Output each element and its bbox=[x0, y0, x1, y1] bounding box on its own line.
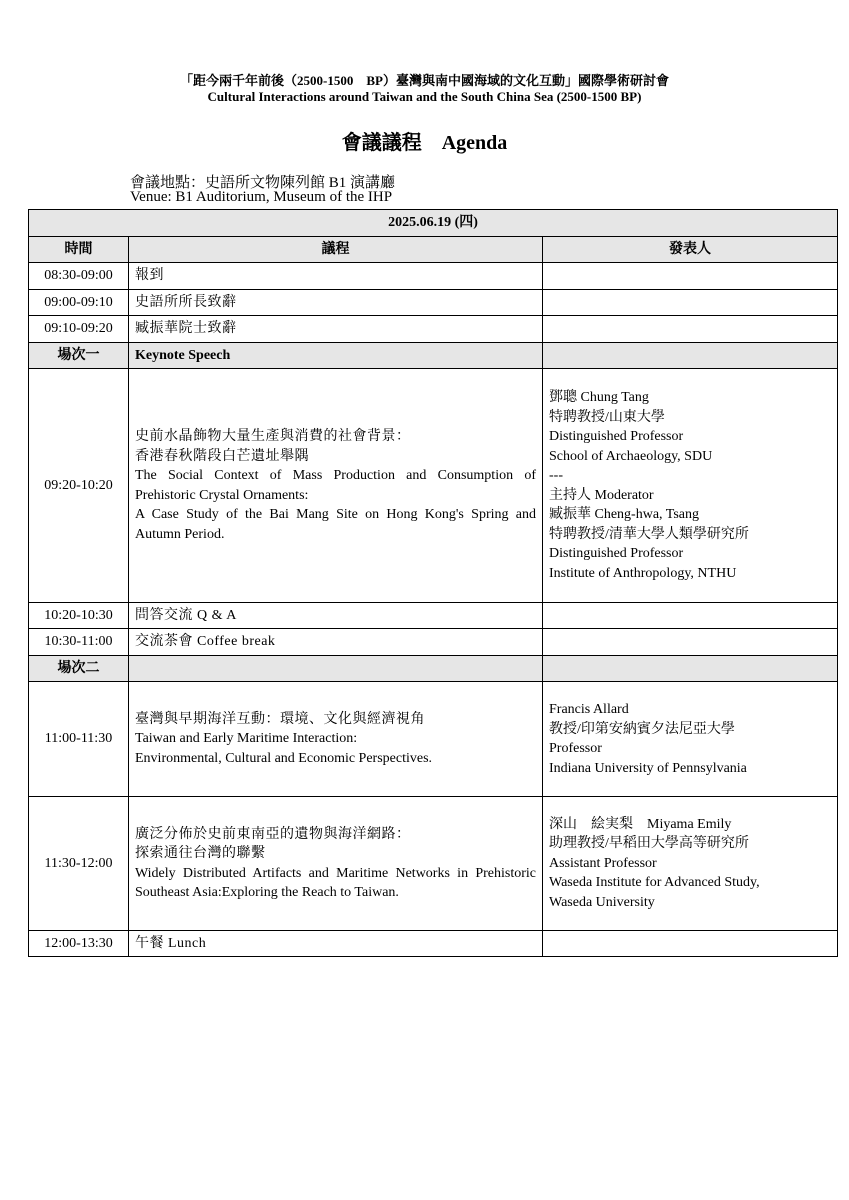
moderator-title-zh: 特聘教授/清華大學人類學研究所 bbox=[549, 526, 749, 542]
date-cell: 2025.06.19 (四) bbox=[29, 210, 838, 237]
time-cell: 11:30-12:00 bbox=[29, 797, 129, 931]
speaker-cell bbox=[543, 629, 838, 656]
speaker-cell bbox=[543, 931, 838, 957]
speaker-title-zh: 特聘教授/山東大學 bbox=[549, 409, 665, 425]
separator: --- bbox=[549, 468, 563, 483]
conference-title-en: Cultural Interactions around Taiwan and the South China Sea (2500-1500 BP) bbox=[207, 89, 642, 104]
agenda-cell: 史語所所長致辭 bbox=[129, 290, 543, 316]
venue-zh: 會議地點：史語所文物陳列館 B1 演講廳 bbox=[130, 175, 396, 191]
time-cell: 08:30-09:00 bbox=[29, 263, 129, 290]
table-row bbox=[29, 797, 838, 931]
table-row bbox=[29, 316, 838, 343]
agenda-cell: 午餐 Lunch bbox=[129, 931, 543, 957]
talk-title-zh: 探索通往台灣的聯繫 bbox=[135, 846, 266, 861]
agenda-table bbox=[28, 209, 838, 957]
talk-title-zh: 臺灣與早期海洋互動：環境、文化與經濟視角 bbox=[135, 711, 425, 727]
speaker-affiliation: Indiana University of Pennsylvania bbox=[549, 760, 747, 776]
speaker-affiliation: Waseda Institute for Advanced Study, bbox=[549, 875, 760, 891]
table-row bbox=[29, 603, 838, 629]
moderator-label: 主持人 Moderator bbox=[549, 487, 654, 503]
time-cell: 10:30-11:00 bbox=[29, 629, 129, 656]
conference-title-zh: 「距今兩千年前後（2500-1500 BP）臺灣與南中國海域的文化互動」國際學術研討會 bbox=[180, 73, 669, 88]
speaker-title-zh: 助理教授/早稻田大學高等研究所 bbox=[549, 836, 749, 852]
speaker-cell bbox=[543, 343, 838, 369]
session-row bbox=[29, 656, 838, 682]
speaker-cell bbox=[543, 290, 838, 316]
speaker-cell bbox=[543, 682, 838, 797]
column-header-time: 時間 bbox=[29, 237, 129, 263]
agenda-cell: 交流茶會 Coffee break bbox=[129, 629, 543, 656]
agenda-cell: 報到 bbox=[129, 263, 543, 290]
venue-en: Venue: B1 Auditorium, Museum of the IHP bbox=[130, 189, 393, 205]
column-header-agenda: 議程 bbox=[129, 237, 543, 263]
table-row bbox=[29, 629, 838, 656]
speaker-title-zh: 教授/印第安納賓夕法尼亞大學 bbox=[549, 721, 735, 737]
column-header-speaker: 發表人 bbox=[543, 237, 838, 263]
talk-title-zh: 史前水晶飾物大量生產與消費的社會背景： bbox=[135, 429, 411, 444]
moderator-affiliation: Institute of Anthropology, NTHU bbox=[549, 565, 737, 581]
speaker-cell bbox=[543, 316, 838, 343]
speaker-name: 鄧聰 Chung Tang bbox=[549, 390, 649, 405]
speaker-cell bbox=[543, 603, 838, 629]
time-cell: 09:10-09:20 bbox=[29, 316, 129, 343]
speaker-cell bbox=[543, 369, 838, 603]
table-row bbox=[29, 931, 838, 957]
agenda-cell: 臧振華院士致辭 bbox=[129, 316, 543, 343]
time-cell: 10:20-10:30 bbox=[29, 603, 129, 629]
speaker-name: Francis Allard bbox=[549, 702, 629, 717]
table-row bbox=[29, 682, 838, 797]
moderator-title-en: Distinguished Professor bbox=[549, 546, 684, 561]
speaker-title-en: Assistant Professor bbox=[549, 855, 657, 871]
talk-title-en: Environmental, Cultural and Economic Perspectives. bbox=[135, 750, 433, 766]
speaker-affiliation: Waseda University bbox=[549, 894, 655, 910]
session-row bbox=[29, 343, 838, 369]
talk-title-en: The Social Context of Mass Production and Consumption of Prehistoric Crystal Ornaments: bbox=[135, 468, 536, 503]
header-row bbox=[29, 237, 838, 263]
table-row bbox=[29, 369, 838, 603]
speaker-cell bbox=[543, 797, 838, 931]
speaker-cell bbox=[543, 656, 838, 682]
speaker-name: 深山 絵実梨 Miyama Emily bbox=[549, 816, 732, 832]
page-title: 會議議程 Agenda bbox=[341, 132, 508, 154]
talk-title-zh: 廣泛分佈於史前東南亞的遺物與海洋網路： bbox=[135, 826, 411, 842]
agenda-cell: 問答交流 Q & A bbox=[129, 603, 543, 629]
agenda-cell bbox=[129, 369, 543, 603]
agenda-cell bbox=[129, 682, 543, 797]
time-cell: 12:00-13:30 bbox=[29, 931, 129, 957]
agenda-cell bbox=[129, 797, 543, 931]
date-row bbox=[29, 210, 838, 237]
talk-title-en: Widely Distributed Artifacts and Maritime Networks in Prehistoric Southeast Asia:Exploring the Reach to Taiwan. bbox=[135, 865, 536, 900]
table-row bbox=[29, 263, 838, 290]
speaker-affiliation: School of Archaeology, SDU bbox=[549, 448, 713, 464]
session-label: 場次一 bbox=[29, 343, 129, 369]
speaker-title-en: Professor bbox=[549, 741, 602, 756]
table-row bbox=[29, 290, 838, 316]
talk-title-en: Taiwan and Early Maritime Interaction: bbox=[135, 731, 358, 747]
session-title bbox=[129, 656, 543, 682]
session-title: Keynote Speech bbox=[129, 343, 543, 369]
session-label: 場次二 bbox=[29, 656, 129, 682]
speaker-title-en: Distinguished Professor bbox=[549, 429, 684, 444]
time-cell: 09:00-09:10 bbox=[29, 290, 129, 316]
time-cell: 11:00-11:30 bbox=[29, 682, 129, 797]
speaker-cell bbox=[543, 263, 838, 290]
time-cell: 09:20-10:20 bbox=[29, 369, 129, 603]
talk-title-en: A Case Study of the Bai Mang Site on Hong Kong's Spring and Autumn Period. bbox=[135, 507, 536, 542]
talk-title-zh: 香港春秋階段白芒遺址舉隅 bbox=[135, 448, 309, 464]
moderator-name: 臧振華 Cheng-hwa, Tsang bbox=[549, 507, 700, 522]
